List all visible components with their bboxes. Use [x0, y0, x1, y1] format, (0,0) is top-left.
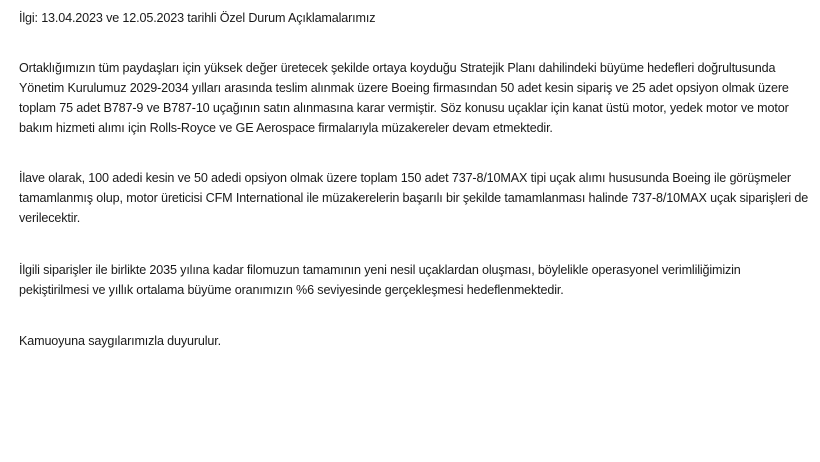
paragraph-line: bakım hizmeti alımı için Rolls-Royce ve GE Aerospace firmalarıyla müzakereler devam etmektedir. — [19, 121, 553, 135]
paragraph-strategic-plan — [19, 58, 815, 138]
paragraph-additional-order — [19, 168, 815, 228]
paragraph-line: tamamlanmış olup, motor üreticisi CFM International ile müzakerelerin başarılı bir şekilde tamamlanması halinde 737-8/10MAX uçak siparişleri de — [19, 191, 809, 205]
paragraph-line: verilecektir. — [19, 211, 81, 225]
paragraph-line: Yönetim Kurulumuz 2029-2034 yılları arasında teslim alınmak üzere Boeing firmasından 50 adet kesin sipariş ve 25 adet opsiyon olmak üzere — [19, 81, 789, 95]
paragraph-line: İlave olarak, 100 adedi kesin ve 50 adedi opsiyon olmak üzere toplam 150 adet 737-8/10MAX tipi uçak alımı hususunda Boeing ile görüşmeler — [19, 171, 791, 185]
paragraph-line: İlgili siparişler ile birlikte 2035 yılına kadar filomuzun tamamının yeni nesil uçaklardan oluşması, böylelikle operasyonel verimliliğimizin — [19, 263, 741, 277]
paragraph-line: Ortaklığımızın tüm paydaşları için yüksek değer üretecek şekilde ortaya koyduğu Stratejik Planı dahilindeki büyüme hedefleri doğrultusunda — [19, 61, 776, 75]
paragraph-line: toplam 75 adet B787-9 ve B787-10 uçağının satın alınmasına karar vermiştir. Söz konusu uçaklar için kanat üstü motor, yedek motor ve motor — [19, 101, 789, 115]
closing-line: Kamuoyuna saygılarımızla duyurulur. — [19, 334, 221, 348]
document — [19, 8, 815, 351]
subject-line: İlgi: 13.04.2023 ve 12.05.2023 tarihli Özel Durum Açıklamalarımız — [19, 11, 376, 25]
paragraph-closing — [19, 331, 815, 351]
paragraph-line: pekiştirilmesi ve yıllık ortalama büyüme oranımızın %6 seviyesinde gerçekleşmesi hedeflenmektedir. — [19, 283, 564, 297]
paragraph-fleet-goal — [19, 260, 815, 300]
